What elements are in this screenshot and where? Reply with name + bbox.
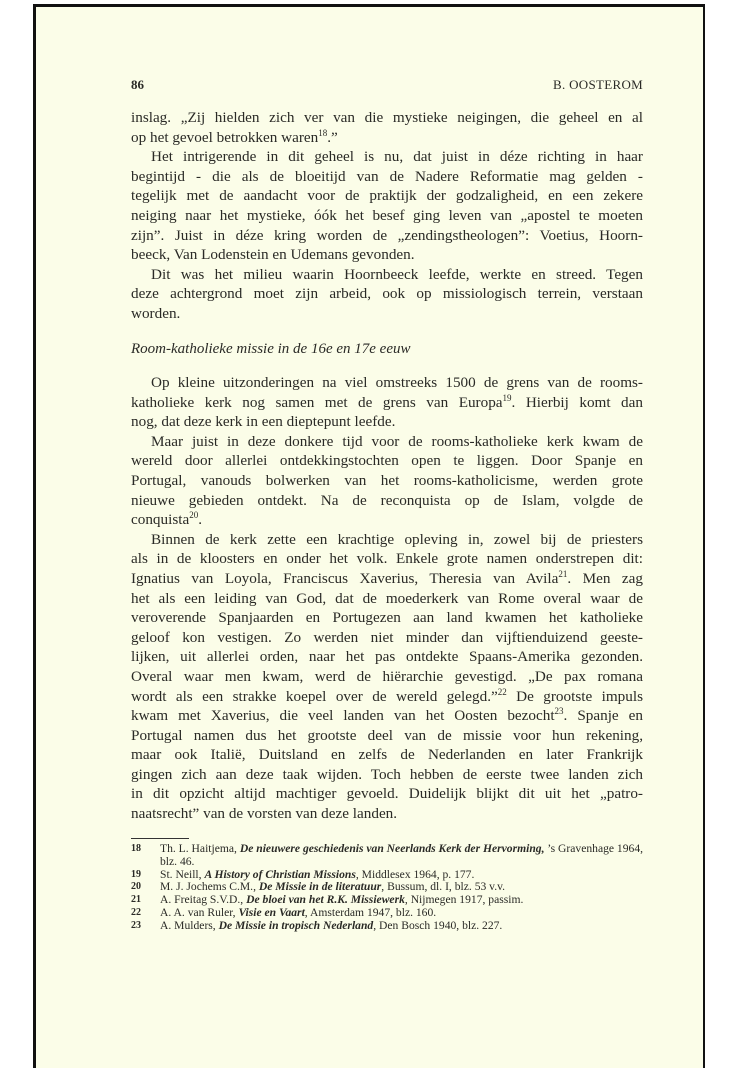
- text-run: Dit was het milieu waarin Hoornbeeck leefde, werkte en streed. Tegen: [151, 265, 643, 283]
- text-line: [131, 471, 643, 491]
- text-run: op het gevoel betrokken waren: [131, 128, 319, 146]
- text-run: A. A. van Ruler,: [160, 905, 239, 919]
- text-line: [131, 667, 643, 687]
- text-line: [131, 804, 643, 824]
- text-line: [131, 510, 643, 530]
- text-line: [131, 608, 643, 628]
- page-number: 86: [131, 77, 144, 92]
- footnote-number: 18: [131, 843, 141, 854]
- footnote-text: [160, 920, 651, 933]
- text-run: , Den Bosch 1940, blz. 227.: [373, 918, 503, 932]
- text-line: [131, 765, 643, 785]
- footnote-reference: 20: [189, 510, 199, 521]
- footnote-number: 22: [131, 906, 141, 918]
- italic-title: De bloei van het R.K. Missiewerk: [246, 893, 405, 907]
- text-run: Portugal namen dus het grootste deel van de missie voor hun rekening,: [131, 726, 643, 744]
- text-run: tegelijk met de aandacht voor de praktijk der godzaligheid, en een zekere: [131, 187, 643, 205]
- text-run: De grootste impuls: [506, 687, 643, 705]
- text-run: , Bussum, dl. I, blz. 53 v.v.: [381, 880, 506, 894]
- section-heading: Room-katholieke missie in de 16e en 17e eeuw: [131, 341, 411, 357]
- text-run: wereld door allerlei ontdekkingstochten open te liggen. Door Spanje en: [131, 452, 643, 470]
- footnote-reference: 19: [502, 392, 512, 403]
- text-run: Het intrigerende in dit geheel is nu, dat juist in déze richting in haar: [151, 148, 643, 166]
- text-line: [131, 687, 643, 707]
- text-line: [131, 451, 643, 471]
- text-run: wordt als een strakke koepel over de wereld gelegd.”: [131, 687, 498, 705]
- text-run: maar ook Italië, Duitsland en zelfs de Nederlanden en later Frankrijk: [131, 746, 643, 764]
- text-run: A. Mulders,: [160, 918, 219, 932]
- footnote: [131, 843, 651, 869]
- text-run: inslag. „Zij hielden zich ver van die mystieke neigingen, die geheel en al: [131, 109, 643, 126]
- text-line: [131, 726, 643, 746]
- italic-title: Visie en Vaart: [238, 905, 305, 919]
- text-run: nieuwe gebieden ontdekt. Na de reconquista op de Islam, volgde de: [131, 491, 643, 509]
- body-text-bottom: [131, 373, 643, 824]
- text-run: Binnen de kerk zette een krachtige opleving in, zowel bij de priesters: [151, 530, 643, 548]
- text-run: A. Freitag S.V.D.,: [160, 893, 247, 907]
- text-run: geloof kon vestigen. Zo werden niet minder dan vijftienduizend geeste-: [131, 628, 643, 646]
- text-line: [131, 245, 643, 265]
- footnote-reference: 23: [554, 706, 564, 717]
- text-line: [131, 393, 643, 413]
- text-run: , Middlesex 1964, p. 177.: [355, 867, 475, 881]
- text-run: ’s Gravenhage 1964, blz. 46.: [160, 842, 644, 868]
- text-line: [131, 265, 643, 285]
- text-run: Maar juist in deze donkere tijd voor de rooms-katholieke kerk kwam de: [151, 432, 643, 450]
- text-line: [131, 569, 643, 589]
- text-run: .: [198, 511, 203, 529]
- text-run: St. Neill,: [160, 867, 205, 881]
- footnote-number: 21: [131, 894, 141, 906]
- footnote-number: 20: [131, 881, 141, 893]
- text-run: het als een leiding van God, dat de moederkerk van Rome overal waar de: [131, 589, 643, 607]
- text-run: . Spanje en: [563, 707, 644, 725]
- text-run: veroverende Spanjaarden en Portugezen aan land kwamen het katholieke: [131, 609, 643, 627]
- text-run: begintijd - die als de bloeitijd van de Nadere Reformatie mag gelden -: [131, 167, 643, 185]
- footnote-divider: [131, 838, 189, 839]
- text-run: Portugal, vanouds bolwerken van het rooms-katholicisme, werden grote: [131, 471, 643, 489]
- footnotes: [131, 843, 651, 933]
- text-run: kwam met Xaverius, die veel landen van het Oosten bezocht: [131, 707, 555, 725]
- footnote-text: [160, 843, 651, 869]
- text-run: katholieke kerk nog samen met de grens van Europa: [131, 393, 503, 411]
- text-run: . Men zag: [567, 569, 643, 587]
- text-run: neiging naar het mystieke, óók het besef ging leven van „apostel te moeten: [131, 206, 643, 224]
- text-run: Th. L. Haitjema,: [160, 842, 240, 855]
- text-line: [131, 628, 643, 648]
- text-run: Overal waar men kwam, werd de hiërarchie gevestigd. „De pax romana: [131, 667, 643, 685]
- text-line: [131, 226, 643, 246]
- text-run: gingen zich aan deze taak wijden. Toch hebben de eerste twee landen zich: [131, 765, 643, 783]
- text-line: [131, 284, 643, 304]
- text-run: , Nijmegen 1917, passim.: [404, 893, 524, 907]
- text-run: .”: [327, 128, 338, 146]
- running-author: B. OOSTEROM: [553, 77, 643, 92]
- footnote-reference: 18: [318, 127, 328, 138]
- text-line: [131, 128, 643, 148]
- footnote-number: 23: [131, 919, 141, 931]
- text-run: in dit opzicht altijd machtiger gevoeld. Duidelijk blijkt dit uit het „patro-: [131, 785, 643, 803]
- text-line: [131, 745, 643, 765]
- text-line: [131, 589, 643, 609]
- text-run: beeck, Van Lodenstein en Udemans gevonden.: [131, 246, 415, 264]
- text-run: deze achtergrond moet zijn arbeid, ook op missiologisch terrein, verstaan: [131, 285, 643, 303]
- running-header: [131, 77, 643, 93]
- text-line: [131, 432, 643, 452]
- text-run: zijn”. Juist in déze kring worden de „zendingstheologen”: Voetius, Hoorn-: [131, 226, 643, 244]
- text-run: Ignatius van Loyola, Franciscus Xaverius, Theresia van Avila: [131, 569, 559, 587]
- text-run: worden.: [131, 304, 181, 322]
- italic-title: De Missie in tropisch Nederland: [218, 918, 374, 932]
- text-line: [131, 167, 643, 187]
- footnote-reference: 21: [558, 568, 568, 579]
- italic-title: De nieuwere geschiedenis van Neerlands Kerk der Hervorming,: [239, 842, 545, 855]
- text-run: conquista: [131, 511, 190, 529]
- text-line: [131, 147, 643, 167]
- text-line: [131, 530, 643, 550]
- italic-title: A History of Christian Missions: [204, 867, 356, 881]
- text-line: [131, 186, 643, 206]
- text-run: als in de kloosters en onder het volk. Enkele grote namen onderstrepen dit:: [131, 550, 643, 568]
- text-line: [131, 373, 643, 393]
- text-run: . Hierbij komt dan: [511, 393, 643, 411]
- text-line: [131, 784, 643, 804]
- footnote-reference: 22: [497, 686, 507, 697]
- text-run: M. J. Jochems C.M.,: [160, 880, 259, 894]
- text-line: [131, 549, 643, 569]
- text-line: [131, 491, 643, 511]
- footnote-number: 19: [131, 868, 141, 880]
- text-line: [131, 206, 643, 226]
- text-run: Op kleine uitzonderingen na viel omstreeks 1500 de grens van de rooms-: [151, 374, 643, 391]
- text-line: [131, 412, 643, 432]
- text-run: lijken, uit allerlei orden, naar het pas ontdekte Spaans-Amerika gezonden.: [131, 648, 643, 666]
- text-run: , Amsterdam 1947, blz. 160.: [304, 905, 437, 919]
- text-run: naatsrecht” van de vorsten van deze landen.: [131, 805, 398, 823]
- italic-title: De Missie in de literatuur: [258, 880, 382, 894]
- body-text-top: [131, 108, 643, 324]
- text-run: nog, dat deze kerk in een dieptepunt leefde.: [131, 413, 396, 431]
- text-line: [131, 706, 643, 726]
- text-line: [131, 304, 643, 324]
- footnote: [131, 920, 651, 933]
- text-line: [131, 647, 643, 667]
- text-line: [131, 108, 643, 128]
